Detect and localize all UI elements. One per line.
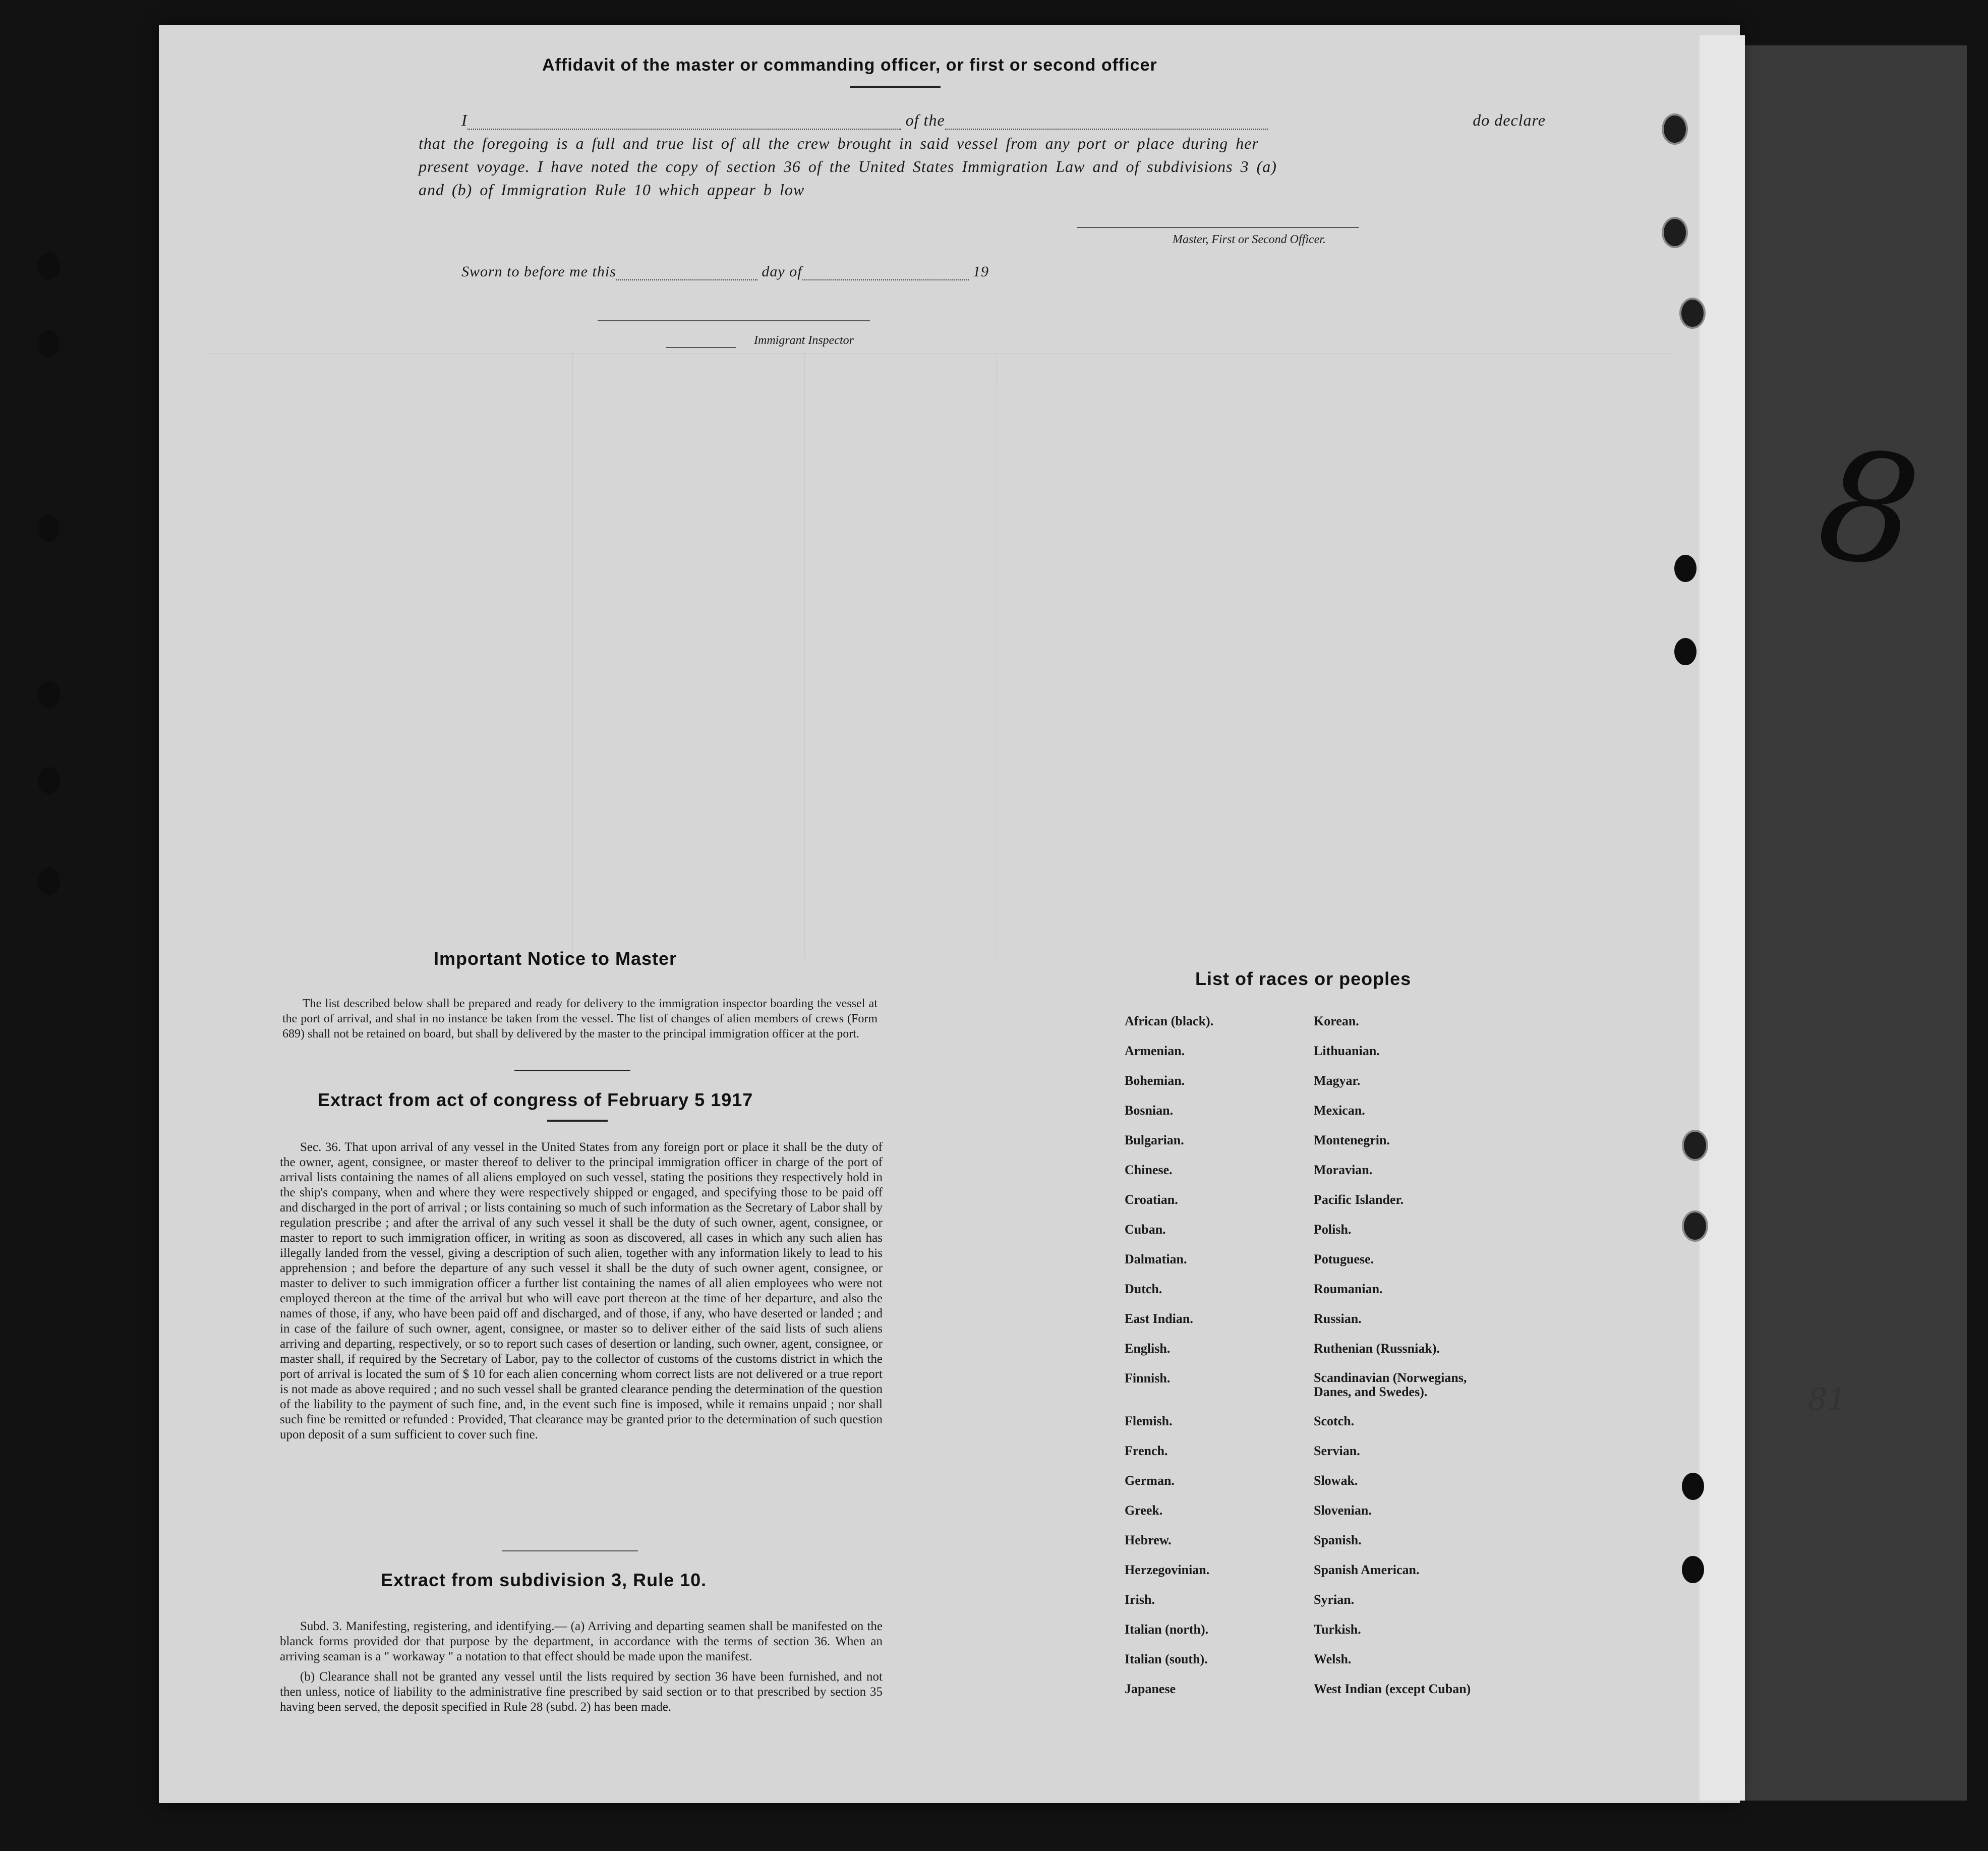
sworn-line [461,263,989,280]
race-item: Welsh. [1314,1652,1352,1666]
punch-hole [38,514,60,542]
affidavit-title-rule [850,86,941,88]
punch-hole [38,252,60,279]
race-item: Italian (south). [1125,1652,1208,1666]
punch-hole [38,330,60,358]
affidavit-line-3: present voyage. I have noted the copy of section 36 of the United States Immigration Law and of subdivisions 3 (a) [419,157,1277,176]
race-item: East Indian. [1125,1311,1193,1326]
race-item: Slovenian. [1314,1503,1372,1518]
extract-rule-subd-a: Subd. 3. Manifesting, registering, and identifying.— (a) Arriving and departing seamen shall be manifested on the blanck forms provided dor that purpose by the department, in accordance with the terms of section 36. When an arriving seaman is a " workaway " a notation to that effect should be made upon the manifest. [280,1619,883,1663]
race-item: Finnish. [1125,1371,1171,1385]
race-item: Hebrew. [1125,1533,1172,1547]
punch-hole [1674,638,1697,665]
notice-body: The list described below shall be prepared and ready for delivery to the immigration inspector boarding the vessel at the port of arrival, and shal in no instance be taken from the vessel. The list of changes of alien members of crews (Form 689) shall not be retained on board, but shall by delivered by the master to the principal immigration officer at the port. [282,997,878,1040]
extract-act-body: Sec. 36. That upon arrival of any vessel in the United States from any foreign port or place it shall be the duty of the owner, agent, consignee, or master thereof to deliver to the principal immigration officer in charge of the port of arrival lists containing the names of all aliens employed on such vessel, stating the positions they respectively hold in the ship's company, when and where they were respectively shipped or engaged, and specifying those to be paid off and discharged in the port of arrival ; or lists containing so much of such information as the Secretary of Labor shall by regulation prescribe ; and after the arrival of any such vessel it shall be the duty of such owner, agent, consignee, or master to report to such immigration officer, in writing as soon as discovered, all cases in which any such alien has illegally landed from the vessel, giving a description of such alien, together with any information likely to lead to his apprehension ; and before the departure of any such vessel it shall be the duty of such owner agent, consignee, or master to deliver to such immigration officer a further list containing the names of all alien employees who were not employed thereon at the time of the arrival but who will eave port thereon at the time of her departure, and also the names of those, if any, who have been paid off and discharged, and of those, if any, who have deserted or landed ; and in case of the failure of such owner, agent, consignee, or master so to deliver either of the said lists of such aliens arriving and departing, respectively, or so to report such cases of desertion or landing, such owner, agent, consignee, or master shall, if required by the Secretary of Labor, pay to the collector of customs of the customs district in which the port of arrival is located the sum of $ 10 for each alien concerning whom correct lists are not delivered or a true report is not made as above required ; and no such vessel shall be granted clearance pending the determination of the question of the liability to the payment of such fine, and, in the event such fine is imposed, while it remains unpaid ; nor shall such fine be remitted or refunded : Provided, That clearance may be granted prior to the determination of such question upon deposit of a sum sufficient to cover such fine. [280,1140,883,1441]
race-item: Polish. [1314,1222,1352,1237]
races-title: List of races or peoples [1195,968,1412,989]
affidavit-line1-mid: of the [905,111,945,129]
race-item: Italian (north). [1125,1622,1209,1637]
race-item: Dutch. [1125,1282,1162,1296]
race-item: Spanish American. [1314,1563,1420,1577]
race-item: Flemish. [1125,1414,1173,1428]
race-item: Irish. [1125,1592,1155,1607]
race-item: German. [1125,1473,1175,1488]
race-item: West Indian (except Cuban) [1314,1682,1471,1696]
affidavit-title: Affidavit of the master or commanding officer, or first or second officer [542,55,1157,75]
race-item: Chinese. [1125,1163,1173,1177]
notice-rule [514,1070,630,1071]
race-item: Scandinavian (Norwegians, Danes, and Swedes). [1314,1370,1467,1399]
race-item: Magyar. [1314,1073,1361,1088]
punch-hole [38,867,60,895]
affidavit-line1-end: do declare [1473,111,1546,129]
race-item: Turkish. [1314,1622,1361,1637]
race-item: Croatian. [1125,1192,1178,1207]
punch-hole [38,681,60,708]
race-item: Spanish. [1314,1533,1362,1547]
sworn-day: day of [762,263,802,280]
race-item: French. [1125,1443,1168,1458]
handwritten-margin-note: 81 [1808,1382,1847,1417]
race-item: Montenegrin. [1314,1133,1390,1147]
race-item: Cuban. [1125,1222,1166,1237]
extract-act-rule [547,1120,608,1122]
race-item: Roumanian. [1314,1282,1383,1296]
inspector-signature-line [598,320,870,321]
officer-caption: Master, First or Second Officer. [1173,233,1326,246]
race-item: Japanese [1125,1682,1176,1696]
bleed-through-grid [209,353,1672,959]
punch-hole [1682,1210,1708,1242]
race-item: Pacific Islander. [1314,1192,1404,1207]
race-item: Ruthenian (Russniak). [1314,1341,1440,1356]
race-item: Mexican. [1314,1103,1365,1118]
inspector-caption: Immigrant Inspector [754,334,854,347]
sworn-year: 19 [973,263,989,280]
race-item: Slowak. [1314,1473,1358,1488]
extract-act-title: Extract from act of congress of February 5 1917 [318,1089,753,1110]
sworn-prefix: Sworn to before me this [461,263,616,280]
race-item: Armenian. [1125,1044,1185,1058]
notice-title: Important Notice to Master [434,948,677,969]
race-item: Bohemian. [1125,1073,1185,1088]
affidavit-line-1 [461,111,1546,130]
races-right-column [1314,1014,1526,1720]
race-item: Servian. [1314,1443,1360,1458]
race-item: Dalmatian. [1125,1252,1187,1266]
punch-hole [38,767,60,794]
race-item: Korean. [1314,1014,1359,1028]
punch-hole [1662,217,1688,248]
inspector-signature-line-2 [666,347,736,348]
race-item: Scotch. [1314,1414,1355,1428]
race-item: Herzegovinian. [1125,1563,1210,1577]
extract-rule-title: Extract from subdivision 3, Rule 10. [381,1570,707,1590]
race-item: English. [1125,1341,1171,1356]
race-item: Syrian. [1314,1592,1355,1607]
punch-hole [1682,1130,1708,1161]
race-item: Moravian. [1314,1163,1373,1177]
page-edge [1700,35,1745,1801]
race-item: Potuguese. [1314,1252,1374,1266]
punch-hole [1679,298,1706,329]
punch-hole [1682,1556,1704,1583]
punch-hole [1662,113,1688,145]
race-item: Bulgarian. [1125,1133,1184,1147]
race-item: Bosnian. [1125,1103,1174,1118]
race-item: Greek. [1125,1503,1163,1518]
extract-rule-divider [502,1550,638,1551]
manifest-page [159,25,1740,1803]
races-left-column [1125,1014,1306,1720]
affidavit-line-4: and (b) of Immigration Rule 10 which appear b low [419,181,805,199]
officer-signature-line [1077,227,1359,228]
race-item: African (black). [1125,1014,1214,1028]
race-item: Russian. [1314,1311,1362,1326]
handwritten-numeral: 8 [1808,415,1929,603]
affidavit-line-2: that the foregoing is a full and true list of all the crew brought in said vessel from any port or place during her [419,134,1259,152]
punch-hole [1674,555,1697,582]
extract-rule-subd-b: (b) Clearance shall not be granted any vessel until the lists required by section 36 have been furnished, and not then unless, notice of liability to the administrative fine prescribed by said section or to that prescribed by section 35 having been served, the deposit specified in Rule 28 (subd. 2) has been made. [280,1670,883,1714]
affidavit-line1-prefix: I [461,111,467,129]
race-item: Lithuanian. [1314,1044,1380,1058]
punch-hole [1682,1473,1704,1500]
